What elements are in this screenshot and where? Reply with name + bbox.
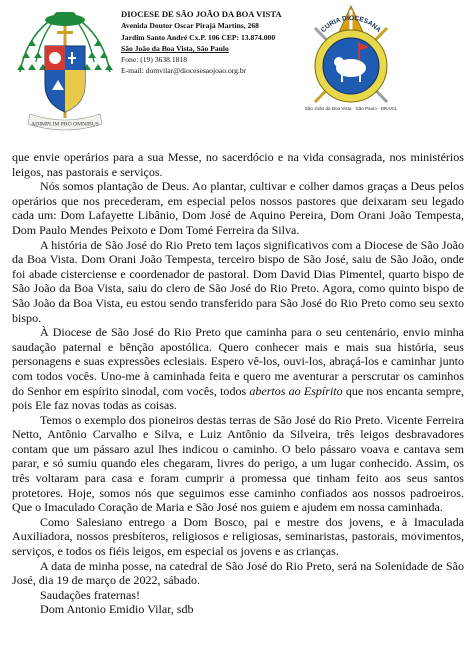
letterhead (0, 0, 474, 150)
contact-block (121, 9, 301, 77)
signature: Dom Antonio Emidio Vilar, sdb (40, 602, 194, 617)
email-line: E-mail: domvilar@diocesesaojoao.org.br (121, 66, 247, 76)
phone-line: Fone: (19) 3638.1818 (121, 55, 188, 65)
address-line-1: Avenida Doutor Oscar Pirajá Martins, 268 (121, 21, 259, 31)
seal-top-label: CURIA DIOCESANA (319, 14, 383, 34)
paragraph-6: Como Salesiano entrego a Dom Bosco, pai e mestre dos jovens, e à Imaculada Auxiliadora, nossos presbíteros, religiosos e religiosas, seminaristas, pastorais, movimentos, serviços, e todos os fiéis leigos, em especial os jovens e as crianças. (12, 514, 464, 559)
paragraph-4 (12, 325, 464, 413)
paragraph-5: Temos o exemplo dos pioneiros destas terras de São José do Rio Preto. Vicente Ferreira Netto, Antônio Carvalho e Silva, e Luiz Antônio da Silveira, três leigos desbravadores contam que um pássaro azul lhes indicou o caminho. O belo pássaro voava e cantava sem parar, e só sumiu quando eles chegaram, livres do perigo, a um lugar conhecido. Assim, os três voltaram para casa e foram cumprir a promessa que tinham feito aos seus santos protetores. Hoje, somos nós que seguimos esse caminho confiados aos nossos padroeiros. Que o Imaculado Coração de Maria e São José nos guiem e ajudem em nossa caminhada. (12, 412, 464, 515)
episcopal-coat-of-arms-icon (12, 6, 118, 136)
paragraph-1: que envie operários para a sua Messe, no sacerdócio e na vida consagrada, nos ministérios leigos, nas pastorais e serviços. (12, 150, 464, 179)
seal-bottom-label: São João da Boa Vista · São Paulo - BRASIL (304, 106, 398, 111)
paragraph-2: Nós somos plantação de Deus. Ao plantar, cultivar e colher damos graças a Deus pelos operários que nos precederam, em especial pelos nossos pastores que deixaram seu legado cada um: Dom Lafayette Libânio, Dom José de Aquino Pereira, Dom Orani João Tempesta, Dom Paulo Mendes Peixoto e Dom Tomé Ferreira da Silva. (12, 179, 464, 237)
paragraph-3: A história de São José do Rio Preto tem laços significativos com a Diocese de São João da Boa Vista. Dom Orani João Tempesta, terceiro bispo de São José, saiu de São João, onde foi abade cisterciense e coordenador de pastoral. Dom David Dias Pimentel, quarto bispo de São João da Boa Vista, saiu do clero de São José do Rio Preto. Agora, como quinto bispo de São João da Boa Vista, eu estou sendo transferido para São José do Rio Preto como seu sexto bispo. (12, 237, 464, 325)
closing-greeting: Saudações fraternas! (40, 587, 141, 602)
city-line: São João da Boa Vista, São Paulo (121, 43, 229, 53)
paragraph-7: A data de minha posse, na catedral de São José do Rio Preto, será na Solenidade de São José, dia 19 de março de 2022, sábado. (12, 558, 464, 588)
address-line-2: Jardim Santo André Cx.P. 106 CEP: 13.874.000 (121, 32, 276, 42)
paragraph-4-text: À Diocese de São José do Rio Preto que caminha para o seu centenário, envio minha saudação paternal e bênção apostólica. Quero conhecer mais e mais sua história, seus personagens e suas expressões eclesiais. Espero vê-los, ouvi-los, abraçá-los e caminhar junto com todos vocês. Uno-me à caminhada feita e quero me aventurar a perscrutar os caminhos do Senhor em espírito sinodal, com vocês, todos (12, 325, 464, 398)
crest-motto: ADIMPLIM PRO OMNIBUS (31, 121, 99, 128)
paragraph-4-emphasis: abertos ao Espírito (249, 383, 343, 398)
paragraph-4-ending: que nos encanta sempre, pois Ele faz novas todas as coisas. (12, 383, 464, 413)
diocese-name: DIOCESE DE SÃO JOÃO DA BOA VISTA (121, 9, 282, 19)
diocesan-curia-seal-icon (301, 2, 401, 122)
letter-body (12, 150, 464, 617)
